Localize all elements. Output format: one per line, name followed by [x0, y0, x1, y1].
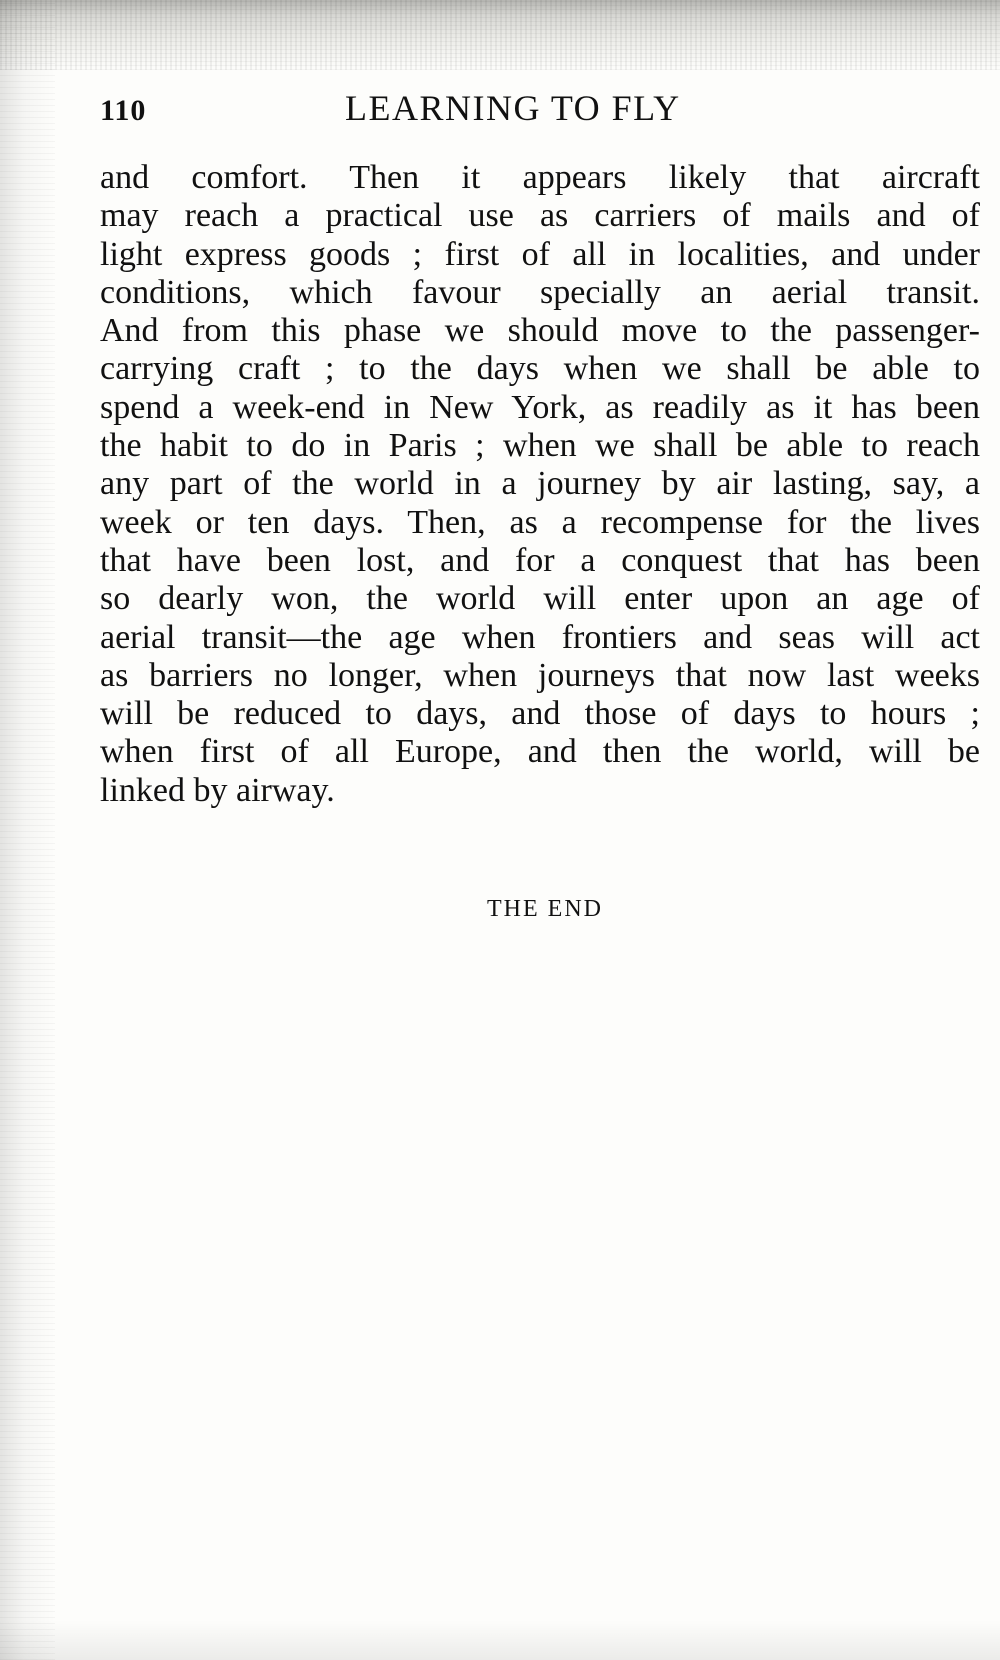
- text-line: week or ten days. Then, as a recompense for the lives: [100, 503, 980, 541]
- text-line: that have been lost, and for a conquest that has been: [100, 541, 980, 579]
- page-number: 110: [100, 94, 147, 127]
- text-line: spend a week-end in New York, as readily as it has been: [100, 388, 980, 426]
- text-line: light express goods ; first of all in localities, and under: [100, 235, 980, 273]
- book-title: LEARNING TO FLY: [345, 88, 681, 128]
- text-line: linked by airway.: [100, 771, 335, 809]
- text-line: conditions, which favour specially an aerial transit.: [100, 273, 980, 311]
- text-line: And from this phase we should move to the passenger-: [100, 312, 980, 350]
- the-end-label: THE END: [487, 896, 603, 922]
- scan-edge-bottom: [0, 1620, 1000, 1660]
- running-head: [100, 84, 980, 134]
- text-line: aerial transit—the age when frontiers and seas will act: [100, 618, 980, 656]
- text-line: as barriers no longer, when journeys that now last weeks: [100, 656, 980, 694]
- text-line: so dearly won, the world will enter upon an age of: [100, 580, 980, 618]
- text-line: when first of all Europe, and then the world, will be: [100, 733, 980, 771]
- text-line: any part of the world in a journey by air lasting, say, a: [100, 465, 980, 503]
- body-text: [100, 159, 980, 810]
- text-line: and comfort. Then it appears likely that aircraft: [100, 159, 980, 196]
- text-line: may reach a practical use as carriers of mails and of: [100, 197, 980, 235]
- scan-edge-left: [0, 0, 55, 1660]
- scan-edge-top: [0, 0, 1000, 70]
- text-line: the habit to do in Paris ; when we shall be able to reach: [100, 427, 980, 465]
- text-line: carrying craft ; to the days when we shall be able to: [100, 350, 980, 388]
- text-line: will be reduced to days, and those of days to hours ;: [100, 695, 980, 733]
